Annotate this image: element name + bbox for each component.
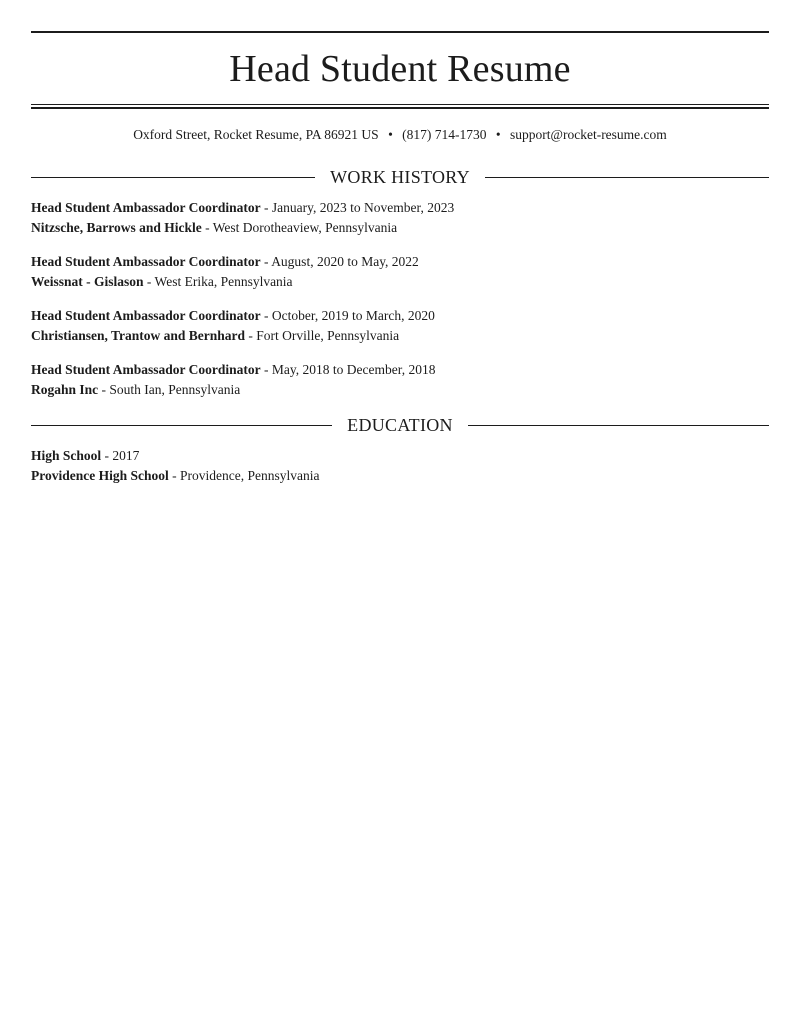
contact-phone: (817) 714-1730: [402, 127, 487, 142]
job-company-line: [31, 218, 769, 238]
resume-page: [31, 0, 769, 486]
dash: -: [143, 274, 155, 289]
job-role: Head Student Ambassador Coordinator: [31, 362, 261, 377]
job-role: Head Student Ambassador Coordinator: [31, 308, 261, 323]
dash: -: [260, 200, 272, 215]
heading-rule-left: [31, 177, 315, 178]
top-rule: [31, 31, 769, 33]
education-school: Providence High School: [31, 468, 169, 483]
job-company: Christiansen, Trantow and Bernhard: [31, 328, 246, 343]
dash: -: [260, 308, 272, 323]
education-location: Providence, Pennsylvania: [180, 468, 320, 483]
education-school-line: [31, 466, 769, 486]
education-title: EDUCATION: [347, 415, 453, 435]
bullet-separator: •: [388, 127, 393, 142]
work-history-heading: [31, 166, 769, 188]
job-role: Head Student Ambassador Coordinator: [31, 254, 261, 269]
job-company-line: [31, 326, 769, 346]
work-history-list: [31, 198, 769, 400]
education-degree: High School: [31, 448, 102, 463]
job-company-line: [31, 272, 769, 292]
job-company-line: [31, 380, 769, 400]
job-dates: January, 2023 to November, 2023: [271, 200, 455, 215]
job-role: Head Student Ambassador Coordinator: [31, 200, 261, 215]
job-company: Rogahn Inc: [31, 382, 99, 397]
education-heading: [31, 414, 769, 436]
resume-title: Head Student Resume: [229, 48, 571, 90]
education-year: 2017: [112, 448, 140, 463]
contact-email: support@rocket-resume.com: [510, 127, 667, 142]
education-list: [31, 446, 769, 486]
job-dates: May, 2018 to December, 2018: [271, 362, 436, 377]
contact-address: Oxford Street, Rocket Resume, PA 86921 US: [133, 127, 379, 142]
job-location: South Ian, Pennsylvania: [109, 382, 241, 397]
job-role-line: [31, 252, 769, 272]
job-company: Weissnat - Gislason: [31, 274, 144, 289]
bullet-separator: •: [495, 127, 501, 142]
title-double-rule: [31, 104, 769, 109]
job-dates: October, 2019 to March, 2020: [271, 308, 435, 323]
job-entry: [31, 306, 769, 346]
job-location: West Dorotheaview, Pennsylvania: [212, 220, 398, 235]
job-entry: [31, 252, 769, 292]
dash: -: [101, 448, 113, 463]
job-dates: August, 2020 to May, 2022: [271, 254, 419, 269]
dash: -: [245, 328, 257, 343]
work-history-title: WORK HISTORY: [330, 167, 470, 187]
education-entry: [31, 446, 769, 486]
heading-rule-right: [485, 177, 769, 178]
heading-rule-left: [31, 425, 332, 426]
job-role-line: [31, 198, 769, 218]
dash: -: [201, 220, 213, 235]
education-degree-line: [31, 446, 769, 466]
contact-line: [31, 126, 769, 144]
job-location: West Erika, Pennsylvania: [154, 274, 293, 289]
job-role-line: [31, 306, 769, 326]
dash: -: [98, 382, 110, 397]
job-company: Nitzsche, Barrows and Hickle: [31, 220, 202, 235]
job-role-line: [31, 360, 769, 380]
job-entry: [31, 198, 769, 238]
dash: -: [168, 468, 181, 483]
heading-rule-right: [468, 425, 769, 426]
job-entry: [31, 360, 769, 400]
job-location: Fort Orville, Pennsylvania: [256, 328, 400, 343]
dash: -: [260, 362, 272, 377]
dash: -: [260, 254, 272, 269]
